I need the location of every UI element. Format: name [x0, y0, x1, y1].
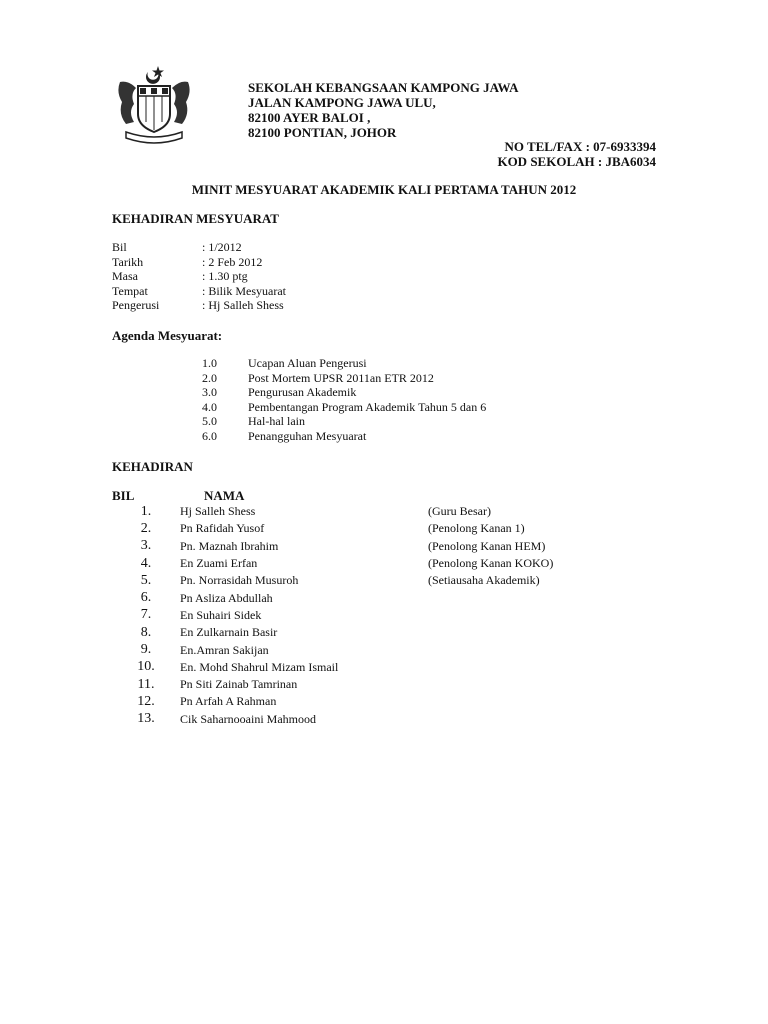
attendee-number: 6.	[140, 590, 152, 606]
attendee-number: 2.	[140, 520, 152, 536]
attendee-name: Pn Asliza Abdullah	[180, 590, 273, 605]
agenda-text: Post Mortem UPSR 2011an ETR 2012	[248, 370, 434, 385]
attendee-number: 5.	[140, 572, 152, 588]
column-header-nama: NAMA	[204, 488, 245, 503]
info-row-tempat	[112, 284, 286, 299]
attendee-number: 10.	[137, 659, 155, 675]
school-address-line1: JALAN KAMPONG JAWA ULU,	[248, 95, 436, 110]
agenda-item	[202, 385, 486, 400]
agenda-item	[202, 414, 486, 429]
info-row-masa	[112, 269, 286, 284]
info-row-pengerusi	[112, 298, 286, 313]
attendee-number: 7.	[140, 607, 152, 623]
agenda-text: Penangguhan Mesyuarat	[248, 428, 367, 443]
list-item	[112, 676, 672, 693]
attendee-name: En. Mohd Shahrul Mizam Ismail	[180, 659, 339, 674]
info-value: : 1/2012	[202, 240, 242, 254]
agenda-item	[202, 356, 486, 371]
agenda-number: 3.0	[202, 385, 217, 399]
school-address-line2: 82100 AYER BALOI ,	[248, 110, 371, 125]
agenda-text: Pembentangan Program Akademik Tahun 5 dan 6	[248, 399, 487, 414]
school-address-line3: 82100 PONTIAN, JOHOR	[248, 125, 397, 140]
agenda-number: 5.0	[202, 414, 217, 428]
info-label: Tarikh	[112, 254, 144, 269]
info-value: : Hj Salleh Shess	[202, 298, 284, 312]
info-row-tarikh	[112, 255, 286, 270]
agenda-text: Ucapan Aluan Pengerusi	[248, 356, 367, 370]
malaysia-coat-of-arms-icon	[112, 62, 196, 146]
attendance-list	[112, 503, 672, 728]
list-item	[112, 693, 672, 710]
meeting-heading: KEHADIRAN MESYUARAT	[112, 211, 279, 226]
school-code: KOD SEKOLAH : JBA6034	[497, 154, 656, 169]
attendee-name: En.Amran Sakijan	[180, 642, 269, 657]
attendee-number: 3.	[140, 538, 152, 554]
meeting-info	[112, 240, 286, 313]
attendee-role: (Setiausaha Akademik)	[428, 573, 540, 588]
attendee-role: (Penolong Kanan 1)	[428, 521, 525, 536]
attendee-number: 13.	[137, 711, 155, 727]
agenda-text: Hal-hal lain	[248, 414, 305, 428]
info-value: : Bilik Mesyuarat	[202, 283, 286, 298]
attendee-number: 9.	[140, 642, 152, 658]
attendee-name: En Zulkarnain Basir	[180, 625, 278, 640]
list-item	[112, 607, 672, 624]
list-item	[112, 503, 672, 520]
attendance-heading: KEHADIRAN	[112, 459, 193, 474]
agenda-number: 2.0	[202, 370, 217, 385]
info-value: : 2 Feb 2012	[202, 254, 263, 269]
attendee-number: 8.	[140, 624, 152, 640]
attendee-name: Cik Saharnooaini Mahmood	[180, 711, 316, 726]
info-label: Pengerusi	[112, 298, 160, 312]
agenda-list	[202, 356, 486, 443]
attendee-name: Pn. Maznah Ibrahim	[180, 538, 279, 553]
school-contact	[497, 139, 656, 169]
phone-fax: NO TEL/FAX : 07-6933394	[504, 139, 656, 154]
list-item	[112, 572, 672, 589]
list-item	[112, 520, 672, 537]
attendee-number: 1.	[140, 503, 152, 519]
info-label: Masa	[112, 269, 138, 283]
school-header	[248, 80, 519, 140]
attendee-role: (Penolong Kanan KOKO)	[428, 556, 554, 571]
column-header-bil: BIL	[112, 488, 135, 503]
attendee-name: Pn Rafidah Yusof	[180, 521, 265, 536]
attendee-number: 11.	[137, 676, 155, 692]
list-item	[112, 555, 672, 572]
list-item	[112, 589, 672, 606]
agenda-item	[202, 429, 486, 444]
attendee-name: En Zuami Erfan	[180, 556, 258, 571]
list-item	[112, 624, 672, 641]
agenda-heading: Agenda Mesyuarat:	[112, 328, 223, 343]
attendee-role: (Guru Besar)	[428, 504, 491, 519]
document-title: MINIT MESYUARAT AKADEMIK KALI PERTAMA TAHUN 2012	[191, 182, 577, 197]
agenda-number: 4.0	[202, 399, 217, 414]
list-item	[112, 538, 672, 555]
agenda-item	[202, 400, 486, 415]
attendee-name: Pn Arfah A Rahman	[180, 694, 277, 709]
agenda-text: Pengurusan Akademik	[248, 385, 357, 399]
info-label: Bil	[112, 240, 127, 254]
attendee-name: Pn. Norrasidah Musuroh	[180, 573, 299, 588]
agenda-number: 6.0	[202, 428, 217, 443]
attendee-number: 12.	[137, 693, 155, 709]
info-row-bil	[112, 240, 286, 255]
list-item	[112, 641, 672, 658]
info-value: : 1.30 ptg	[202, 269, 248, 283]
list-item	[112, 659, 672, 676]
info-label: Tempat	[112, 283, 148, 298]
attendee-role: (Penolong Kanan HEM)	[428, 538, 546, 553]
agenda-item	[202, 371, 486, 386]
school-name: SEKOLAH KEBANGSAAN KAMPONG JAWA	[248, 80, 519, 95]
agenda-number: 1.0	[202, 356, 217, 370]
attendee-number: 4.	[140, 555, 152, 571]
attendee-name: Hj Salleh Shess	[180, 504, 256, 519]
attendee-name: Pn Siti Zainab Tamrinan	[180, 677, 298, 692]
attendee-name: En Suhairi Sidek	[180, 607, 262, 622]
list-item	[112, 711, 672, 728]
